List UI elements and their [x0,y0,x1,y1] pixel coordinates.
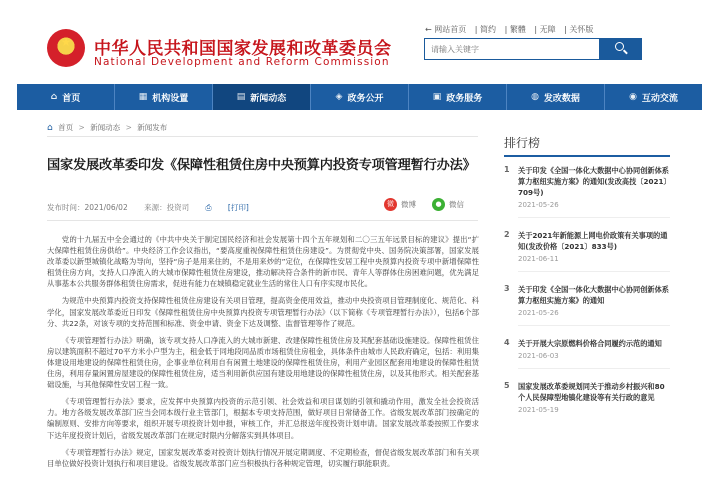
article-body [47,234,479,475]
ranking-item-title[interactable]: 国家发展改革委规划同关于推动乡村振兴和80个人民保障型地镇化建设等有关行政的意见 [518,382,665,402]
ranking-item[interactable] [504,284,670,326]
toplink-traditional[interactable]: | 繁體 [504,25,526,34]
divider [518,217,670,218]
share-wechat[interactable]: 微信 [449,200,464,209]
rank-number: 2 [504,230,510,239]
sidebar-title-text: 排行榜 [504,136,541,150]
nav-item-institutions[interactable] [115,84,213,110]
toplink-simple[interactable]: | 简约 [474,25,497,34]
share-bar [384,198,480,211]
divider [518,325,670,326]
site-header [0,0,716,84]
article-source: 来源：投资司 [144,203,190,212]
nav-item-gov-affairs[interactable] [311,84,409,110]
ranking-item-date: 2021-05-19 [518,406,559,414]
nav-label: 首页 [62,93,81,104]
article-paragraph: 《专项管理暂行办法》明确，该专项支持人口净流入的大城市新建、改建保障性租赁住房及其配套基础设施建设。保障性租赁住房以建筑面积不超过70平方米小户型为主，租金低于同地段同品质市场租赁住房租金，具体条件由城市人民政府确定，包括：利用集体建设用地建设的保障性租赁住房，企事业单位利用自有闲置土地建设的保障性租赁住房，利用产业园区配套用地建设的保障性租赁住房，利用存量闲置房屋建设的保障性租赁住房，适当利用新供应国有建设用地建设的保障性租赁住房，以及其他形式。相关配套基础设施，与其他保障性安居工程一致。 [47,335,479,390]
main-nav [17,84,702,110]
rank-number: 3 [504,284,510,293]
ranking-item[interactable] [504,338,670,369]
article-paragraph: 《专项管理暂行办法》要求，应发挥中央预算内投资的示范引领、社会效益和项目谋划的引领和撬动作用，激发全社会投资活力。地方各级发展改革部门应当会同本级行业主管部门，根据本专项支持范围，做好项目日常储备工作。省级发展改革部门按确定的编制原则、安排方向等要求，组织开展专项投资计划申报，审核工作，并汇总报送年度投资计划申请。国家发展改革委按照工作要求下达年度投资计划后，省级发展改革部门在规定时限内分解落实到具体项目。 [47,397,479,440]
breadcrumb-home[interactable]: 首页 [58,123,74,132]
search-input[interactable] [424,38,600,60]
ranking-item-title[interactable]: 关于开展大宗原燃料价格合同履约示范的通知 [518,339,662,348]
breadcrumb-separator: > [125,123,132,132]
ranking-item-date: 2021-06-03 [518,352,559,360]
article-paragraph: 为规范中央预算内投资支持保障性租赁住房建设有关项目管理，提高资金使用效益，推动中央投资项目管理制度化、规范化、科学化，国家发展改革委近日印发《保障性租赁住房中央预算内投资专项管理暂行办法》（以下简称《专项管理暂行办法》），包括6个部分、共22条，对该专项的支持范围和标准、资金申请、资金下达及调整、监督管理等作了规范。 [47,296,479,328]
ranking-item-date: 2021-06-11 [518,255,559,263]
building-icon: ▦ [138,92,148,102]
breadcrumb [47,122,167,133]
search-icon [615,42,624,51]
ranking-item-title[interactable]: 关于印发《全国一体化大数据中心协同创新体系算力枢纽实施方案》的通知(发改高技〔2021〕709号) [518,166,669,197]
home-icon: ⌂ [50,92,58,102]
search-button[interactable] [600,38,642,60]
toplink-home[interactable]: ← 网站首页 [425,25,467,34]
data-icon: ◍ [531,92,539,102]
rank-number: 1 [504,165,510,174]
site-name-en: National Development and Reform Commission [94,56,390,68]
rank-number: 5 [504,381,510,390]
nav-item-home[interactable] [17,84,115,110]
print-label: [打印] [227,203,249,212]
news-icon: ▤ [236,92,246,102]
share-weibo[interactable]: 微博 [401,200,416,209]
ranking-item[interactable] [504,230,670,272]
toplink-care[interactable]: | 关怀版 [564,25,594,34]
chat-icon: ◉ [629,92,637,102]
service-icon: ▣ [432,92,442,102]
search-bar [424,38,642,60]
nav-label: 机构设置 [152,93,189,104]
gov-icon: ◈ [335,92,343,102]
sidebar-title [504,134,670,157]
ranking-item-date: 2021-05-26 [518,309,559,317]
article-paragraph: 党的十九届五中全会通过的《中共中央关于制定国民经济和社会发展第十四个五年规划和二〇三五年远景目标的建议》提出“扩大保障性租赁住房供给”。中央经济工作会议指出，“要高度重视保障性租赁住房建设”。为贯彻党中央、国务院决策部署，国家发展改革委以新型城镇化战略为导向，坚持“房子是用来住的，不是用来炒的”定位，在保障性安居工程中央预算内投资专项中新增保障性租赁住房方向，支持人口净流入的大城市保障性租赁住房建设，推动解决符合条件的新市民、青年人等群体住房困难问题，优先满足从事基本公共服务群体租赁住房需求，促进有能力在城镇稳定就业生活的常住人口有序实现市民化。 [47,235,479,289]
wechat-icon[interactable]: ● [432,198,445,211]
weibo-icon[interactable]: 微 [384,198,397,211]
nav-label: 政务公开 [347,93,384,104]
ranking-item[interactable] [504,381,670,414]
printer-icon: ⎙ [205,203,214,212]
nav-label: 新闻动态 [250,93,287,104]
breadcrumb-separator: > [78,123,85,132]
publish-time: 发布时间：2021/06/02 [47,203,128,212]
site-name-cn: 中华人民共和国国家发展和改革委员会 [94,39,392,59]
nav-item-data[interactable] [507,84,605,110]
rank-number: 4 [504,338,510,347]
national-emblem-icon: ★ [47,29,85,67]
divider [518,368,670,369]
ranking-list [504,165,670,414]
divider [47,220,478,221]
nav-label: 互动交流 [641,93,678,104]
nav-item-news[interactable] [213,84,311,110]
print-link[interactable] [206,203,263,212]
home-icon: ⌂ [47,123,53,133]
article-meta [47,202,277,213]
ranking-item-title[interactable]: 关于2021年新能源上网电价政策有关事项的通知(发改价格〔2021〕833号) [518,231,668,251]
breadcrumb-press[interactable]: 新闻发布 [137,123,168,132]
toplink-accessible[interactable]: | 无障 [534,25,556,34]
nav-item-interaction[interactable] [605,84,702,110]
nav-item-services[interactable] [409,84,507,110]
divider [518,271,670,272]
ranking-item[interactable] [504,165,670,218]
article-paragraph: 《专项管理暂行办法》规定，国家发展改革委对投资计划执行情况开展定期调度、不定期检查，督促省级发展改革部门和有关项目单位做好投资计划执行和项目建设。省级发展改革部门应当积极执行各种规定管理，切实履行职能职责。 [47,447,479,468]
top-links [425,24,599,35]
ranking-sidebar [504,134,670,426]
ranking-item-date: 2021-05-26 [518,201,559,209]
nav-label: 发改数据 [543,93,580,104]
nav-label: 政务服务 [446,93,483,104]
ranking-item-title[interactable]: 关于印发《全国一体化大数据中心协同创新体系算力枢纽实施方案》的通知 [518,285,669,305]
divider [47,136,478,137]
breadcrumb-news[interactable]: 新闻动态 [90,123,121,132]
page-title: 国家发展改革委印发《保障性租赁住房中央预算内投资专项管理暂行办法》 [47,158,476,173]
